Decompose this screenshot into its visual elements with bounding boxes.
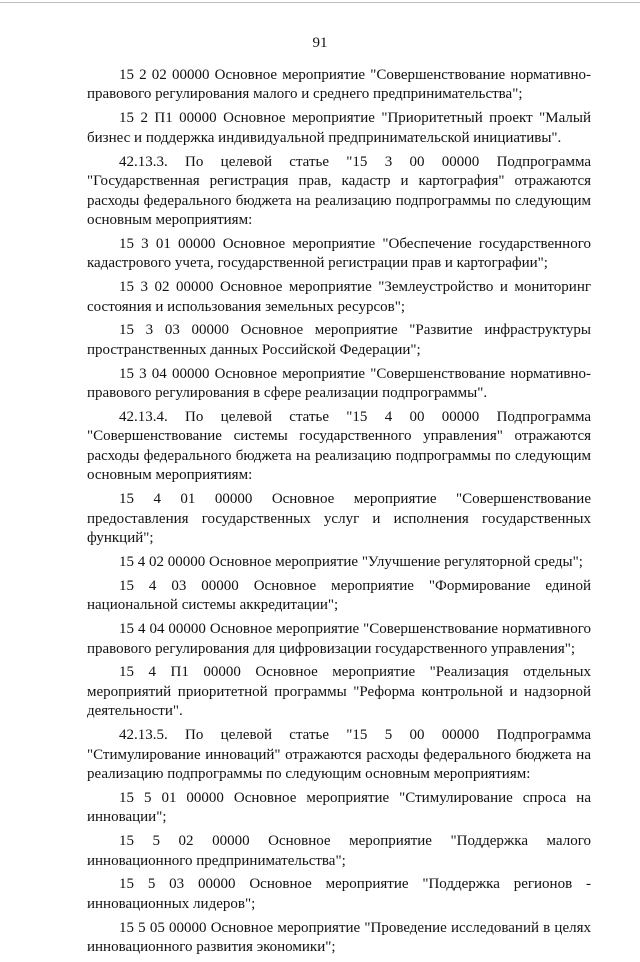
paragraph: 15 3 04 00000 Основное мероприятие "Совершенствование нормативно-правового регулирования в сфере реализации подпрограммы". xyxy=(87,365,591,402)
section-paragraph-42-13-5: 42.13.5. По целевой статье "15 5 00 00000 Подпрограмма "Стимулирование инноваций" отражаются расходы федерального бюджета на реализацию подпрограммы по следующим основным мероприятиям: xyxy=(87,727,591,783)
paragraph: 15 5 02 00000 Основное мероприятие "Поддержка малого инновационного предпринимательства"; xyxy=(87,833,591,869)
paragraph: 15 5 05 00000 Основное мероприятие "Проведение исследований в целях инновационного развития экономики"; xyxy=(87,919,591,956)
paragraph: 15 4 02 00000 Основное мероприятие "Улучшение регуляторной среды"; xyxy=(119,553,583,570)
page-number: 91 xyxy=(312,35,328,51)
document-body xyxy=(87,66,591,962)
page-top-edge xyxy=(0,2,640,3)
paragraph: 15 4 01 00000 Основное мероприятие "Совершенствование предоставления государственных услуг и исполнения государственных функций"; xyxy=(87,491,591,547)
paragraph: 15 3 03 00000 Основное мероприятие "Развитие инфраструктуры пространственных данных Российской Федерации"; xyxy=(87,322,591,358)
paragraph: 15 4 03 00000 Основное мероприятие "Формирование единой национальной системы аккредитации"; xyxy=(87,577,591,614)
paragraph: 15 5 01 00000 Основное мероприятие "Стимулирование спроса на инновации"; xyxy=(87,789,591,826)
section-paragraph-42-13-3: 42.13.3. По целевой статье "15 3 00 00000 Подпрограмма "Государственная регистрация прав, кадастр и картография" отражаются расходы федерального бюджета на реализацию подпрограммы по следующим основным мероприятиям: xyxy=(87,153,591,228)
paragraph: 15 5 03 00000 Основное мероприятие "Поддержка регионов - инновационных лидеров"; xyxy=(87,876,591,912)
paragraph: 15 3 01 00000 Основное мероприятие "Обеспечение государственного кадастрового учета, государственной регистрации прав и картографии"; xyxy=(87,235,591,272)
paragraph: 15 3 02 00000 Основное мероприятие "Землеустройство и мониторинг состояния и использования земельных ресурсов"; xyxy=(87,279,591,315)
section-paragraph-42-13-4: 42.13.4. По целевой статье "15 4 00 00000 Подпрограмма "Совершенствование системы государственного управления" отражаются расходы федерального бюджета на реализацию подпрограммы по следующим основным мероприятиям: xyxy=(87,408,591,484)
paragraph: 15 4 П1 00000 Основное мероприятие "Реализация отдельных мероприятий приоритетной программы "Реформа контрольной и надзорной деятельности". xyxy=(87,664,591,720)
paragraph: 15 4 04 00000 Основное мероприятие "Совершенствование нормативного правового регулирования для цифровизации государственного управления"; xyxy=(87,621,591,657)
paragraph: 15 2 П1 00000 Основное мероприятие "Приоритетный проект "Малый бизнес и поддержка индивидуальной предпринимательской инициативы". xyxy=(87,110,591,146)
paragraph: 15 2 02 00000 Основное мероприятие "Совершенствование нормативно-правового регулирования малого и среднего предпринимательства"; xyxy=(87,67,591,103)
